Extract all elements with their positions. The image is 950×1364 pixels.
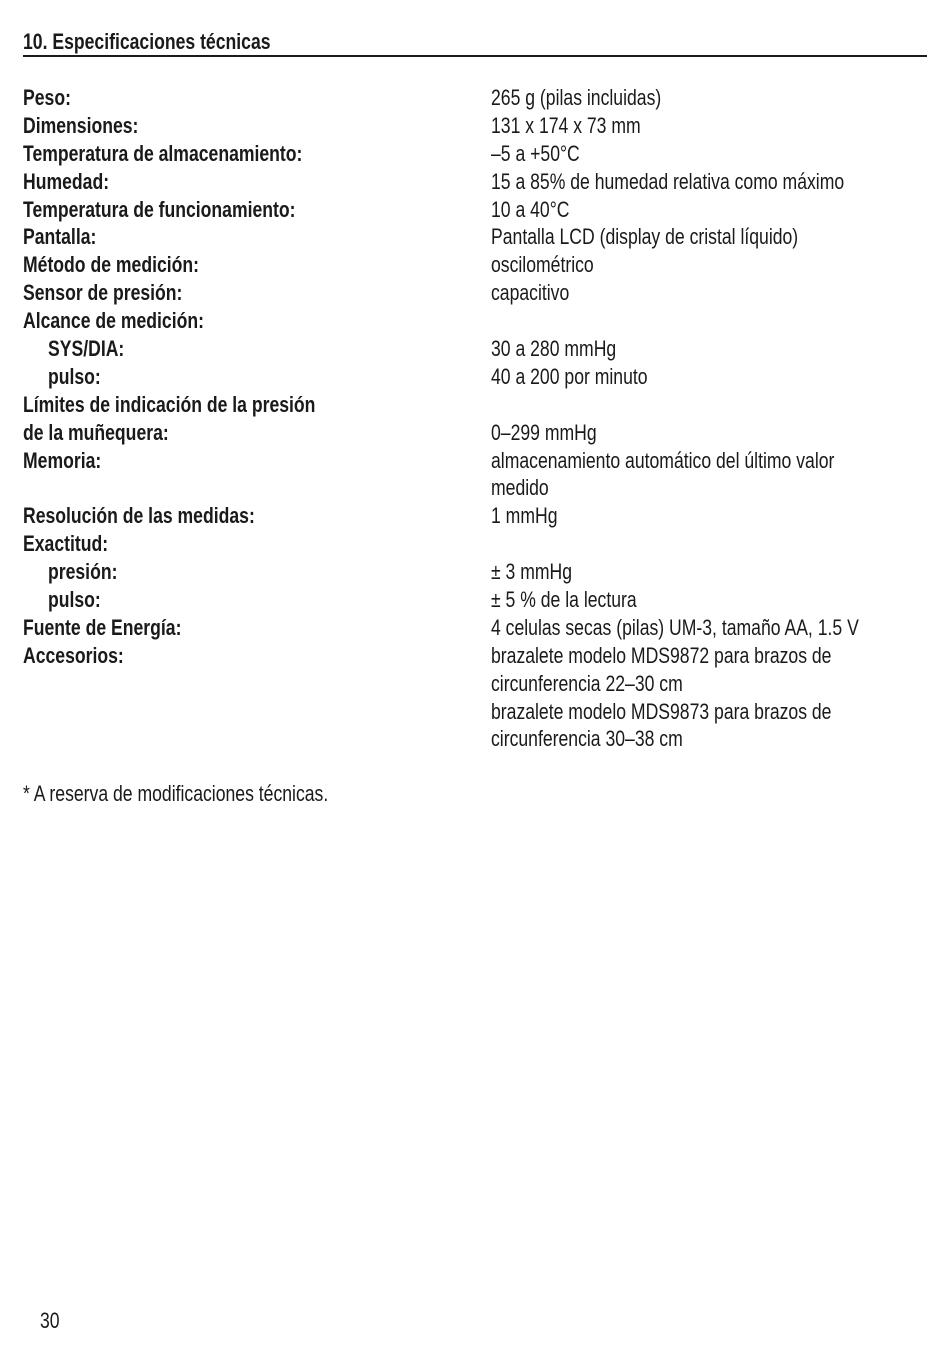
spec-label <box>48 558 135 586</box>
spec-row <box>23 307 927 335</box>
spec-row <box>23 196 927 224</box>
spec-row <box>23 502 927 530</box>
spec-row <box>23 84 927 112</box>
footnote <box>23 780 405 808</box>
spec-value <box>491 196 589 224</box>
spec-value <box>491 614 950 642</box>
spec-label <box>23 447 121 475</box>
spec-label <box>23 196 364 224</box>
spec-value <box>491 642 917 670</box>
spec-value-text: brazalete modelo MDS9872 para brazos de <box>491 642 832 668</box>
spec-row <box>23 251 927 279</box>
spec-row <box>23 447 927 475</box>
spec-value-text: medido <box>491 475 549 501</box>
spec-value-text: 0–299 mmHg <box>491 419 597 445</box>
spec-value <box>491 335 648 363</box>
spec-label-text: Memoria: <box>23 447 102 473</box>
spec-value <box>491 586 673 614</box>
spec-label <box>23 84 83 112</box>
spec-label <box>23 530 129 558</box>
spec-value <box>491 112 678 140</box>
spec-label <box>48 586 114 614</box>
spec-label-text: pulso: <box>48 363 101 389</box>
spec-label-text: Alcance de medición: <box>23 308 204 334</box>
spec-value-text: circunferencia 22–30 cm <box>491 670 683 696</box>
spec-value <box>491 447 920 475</box>
page-number <box>40 1307 64 1335</box>
spec-row <box>23 698 927 726</box>
spec-row <box>23 223 927 251</box>
spec-value <box>491 168 932 196</box>
spec-label-text: Fuente de Energía: <box>23 614 182 640</box>
section-title <box>23 29 332 55</box>
spec-label <box>23 391 389 419</box>
spec-label <box>48 335 143 363</box>
spec-label <box>23 307 249 335</box>
spec-value <box>491 140 602 168</box>
spec-label-text: Exactitud: <box>23 531 109 557</box>
spec-row <box>23 642 927 670</box>
spec-row <box>23 670 927 698</box>
spec-value-text: almacenamiento automático del último valor <box>491 447 835 473</box>
spec-value-text: –5 a +50°C <box>491 140 580 166</box>
spec-row <box>23 558 927 586</box>
spec-label <box>23 419 205 447</box>
spec-label-text: Límites de indicación de la presión <box>23 391 316 417</box>
spec-row <box>23 140 927 168</box>
spec-value <box>491 698 917 726</box>
spec-row <box>23 112 927 140</box>
spec-label-text: Peso: <box>23 85 71 110</box>
spec-value-text: 30 a 280 mmHg <box>491 336 617 362</box>
page-number-text: 30 <box>40 1308 60 1333</box>
spec-label-text: Humedad: <box>23 168 110 194</box>
spec-value-text: ± 3 mmHg <box>491 559 573 585</box>
spec-row <box>23 586 927 614</box>
spec-label-text: Sensor de presión: <box>23 280 183 306</box>
spec-label-text: presión: <box>48 559 118 585</box>
spec-label-text: Dimensiones: <box>23 112 139 138</box>
spec-value-text: 265 g (pilas incluidas) <box>491 85 662 110</box>
spec-value-text: brazalete modelo MDS9873 para brazos de <box>491 698 832 724</box>
spec-row <box>23 419 927 447</box>
spec-row <box>23 391 927 419</box>
spec-value <box>491 84 704 112</box>
section-title-text: 10. Especificaciones técnicas <box>23 29 271 54</box>
spec-value <box>491 558 592 586</box>
spec-label <box>23 112 167 140</box>
spec-value-text: 4 celulas secas (pilas) UM-3, tamaño AA, 1.5 V <box>491 614 859 640</box>
spec-row <box>23 279 927 307</box>
spec-value-text: 15 a 85% de humedad relativa como máximo <box>491 168 845 194</box>
spec-value-text: 1 mmHg <box>491 503 558 529</box>
spec-label <box>23 642 149 670</box>
spec-label <box>48 363 114 391</box>
spec-value-text: 131 x 174 x 73 mm <box>491 112 641 138</box>
spec-label-text: Pantalla: <box>23 224 97 250</box>
spec-label-text: SYS/DIA: <box>48 336 125 362</box>
spec-label-text: Accesorios: <box>23 642 124 668</box>
spec-value <box>491 363 687 391</box>
footnote-text: * A reserva de modificaciones técnicas. <box>23 781 329 806</box>
spec-value <box>491 670 731 698</box>
spec-value <box>491 279 589 307</box>
spec-value-text: 40 a 200 por minuto <box>491 363 648 389</box>
spec-value <box>491 725 731 753</box>
spec-row <box>23 725 927 753</box>
spec-value <box>491 223 875 251</box>
spec-label-text: Temperatura de almacenamiento: <box>23 140 303 166</box>
specifications-list <box>23 84 927 753</box>
spec-row <box>23 335 927 363</box>
spec-label-text: pulso: <box>48 587 101 613</box>
spec-label-text: Método de medición: <box>23 252 199 278</box>
spec-row <box>23 530 927 558</box>
spec-value-text: oscilométrico <box>491 252 594 278</box>
spec-label <box>23 223 115 251</box>
spec-value <box>491 474 563 502</box>
title-underline <box>23 55 927 57</box>
spec-row <box>23 363 927 391</box>
spec-row <box>23 168 927 196</box>
spec-label <box>23 502 313 530</box>
spec-label <box>23 140 372 168</box>
spec-row <box>23 474 927 502</box>
spec-label-text: Temperatura de funcionamiento: <box>23 196 296 222</box>
spec-label <box>23 168 131 196</box>
spec-label <box>23 279 222 307</box>
spec-label <box>23 614 221 642</box>
spec-value <box>491 502 574 530</box>
spec-value <box>491 419 623 447</box>
spec-value-text: ± 5 % de la lectura <box>491 587 637 613</box>
spec-value-text: 10 a 40°C <box>491 196 570 222</box>
spec-value-text: circunferencia 30–38 cm <box>491 726 683 752</box>
spec-label-text: Resolución de las medidas: <box>23 503 255 529</box>
spec-value-text: capacitivo <box>491 280 570 306</box>
spec-value-text: Pantalla LCD (display de cristal líquido) <box>491 224 799 250</box>
spec-label-text: de la muñequera: <box>23 419 169 445</box>
spec-value <box>491 251 619 279</box>
spec-row <box>23 614 927 642</box>
spec-label <box>23 251 243 279</box>
